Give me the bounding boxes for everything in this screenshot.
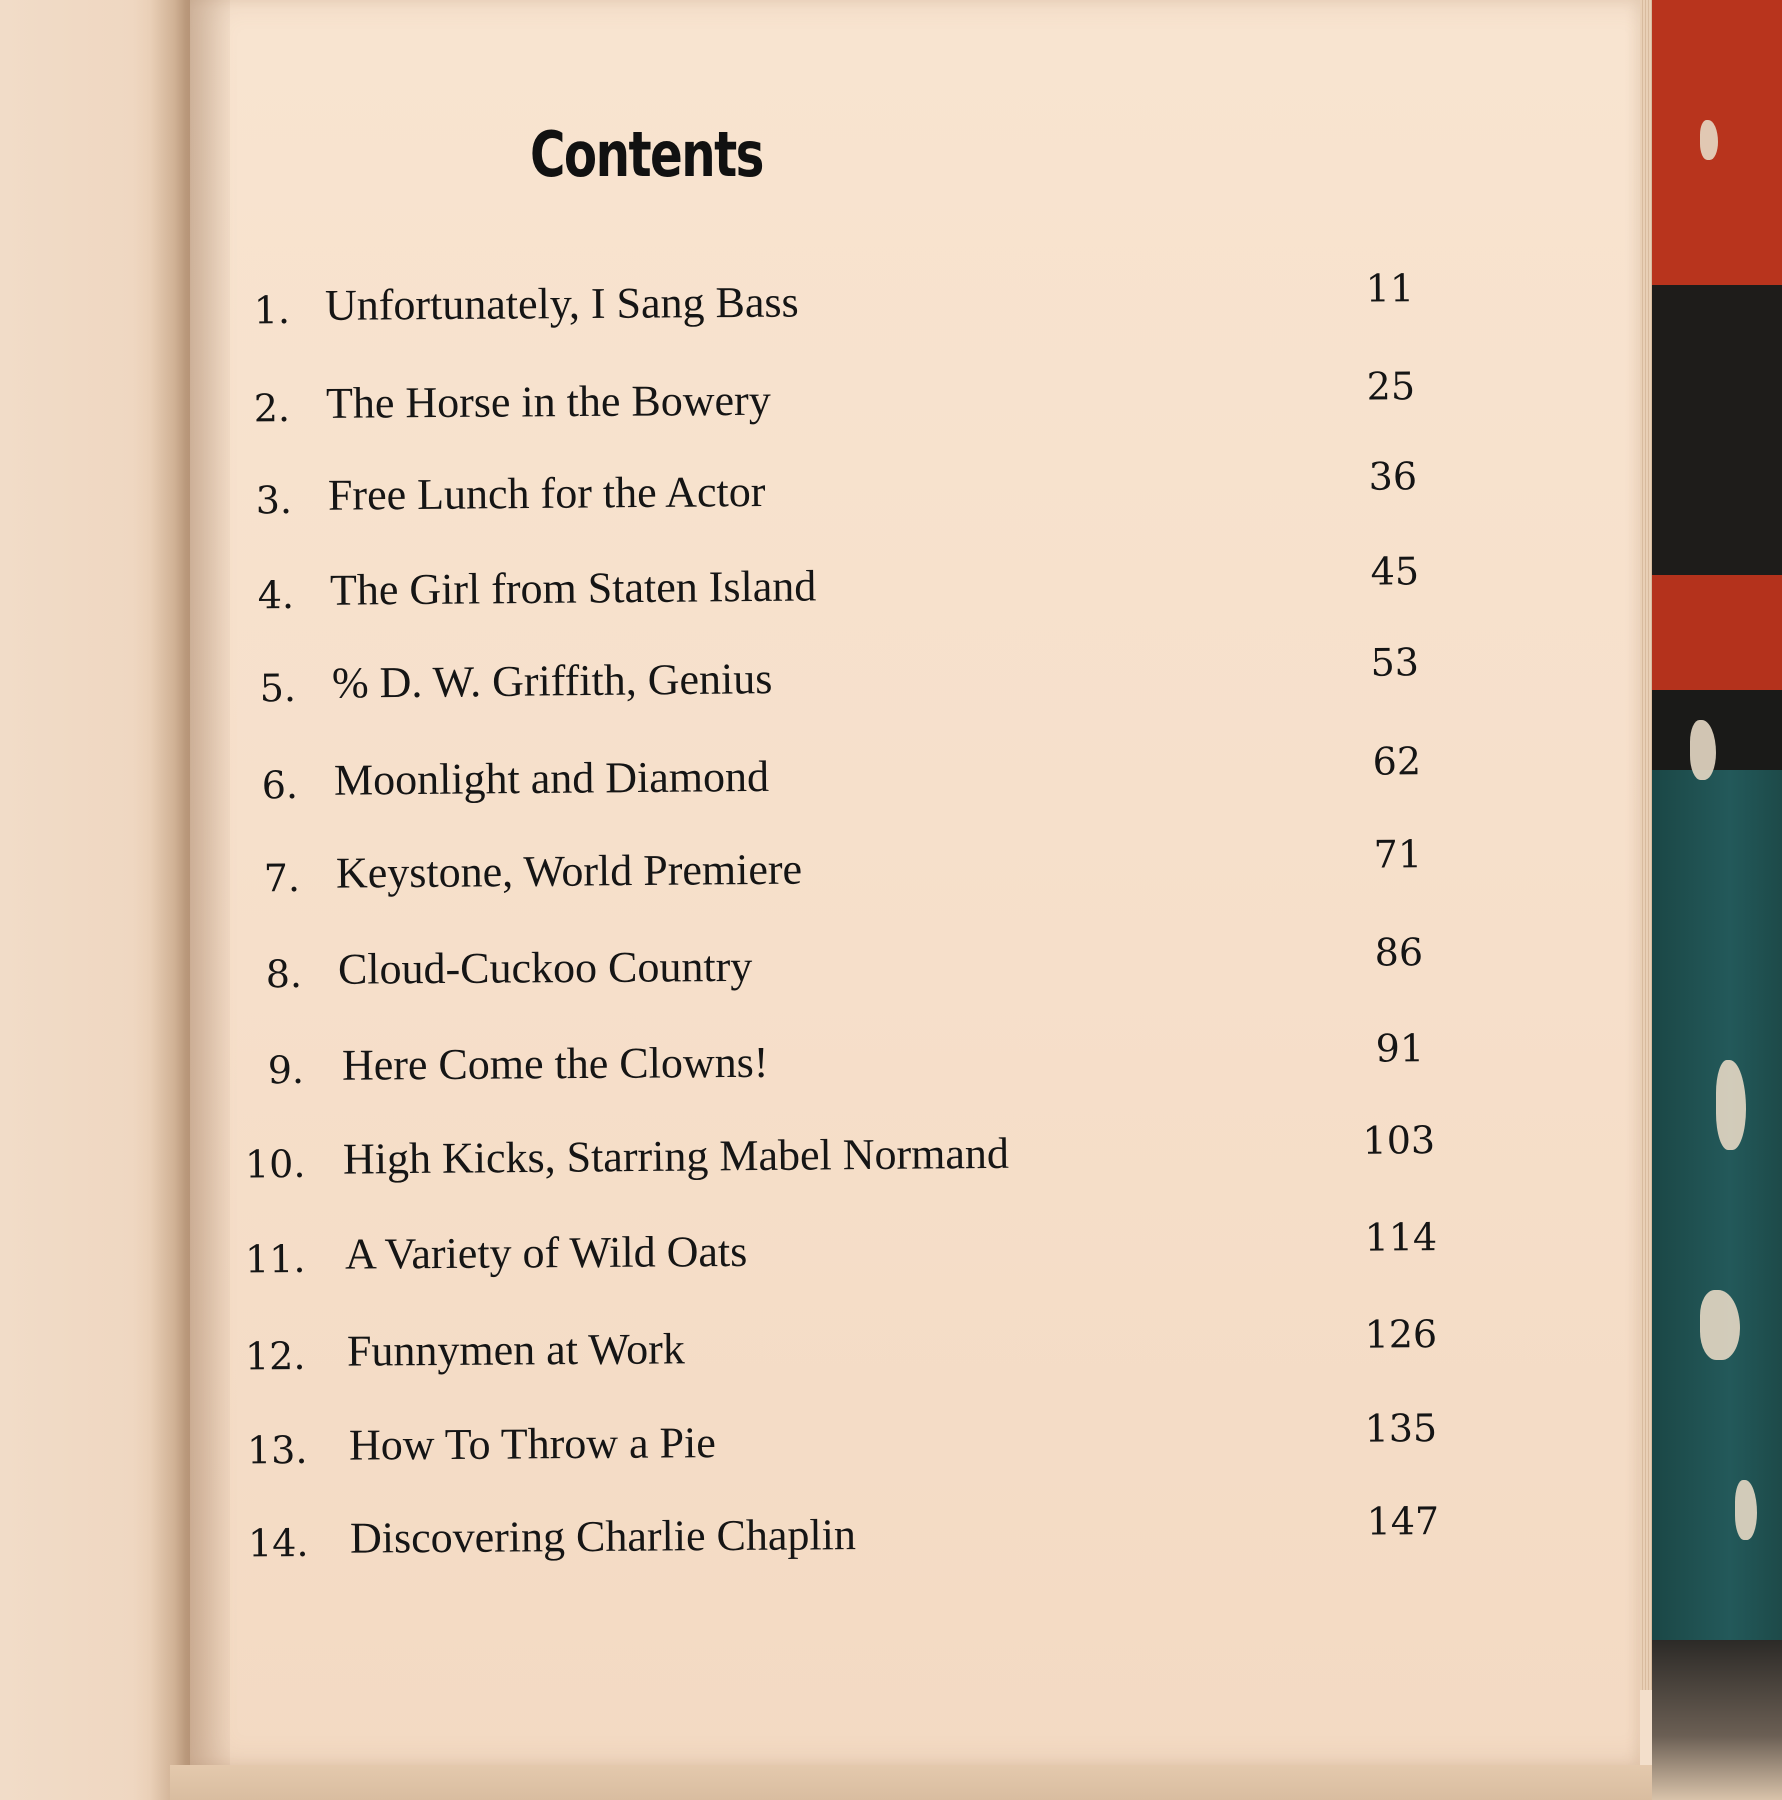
chapter-number: 12. (244, 1333, 306, 1379)
chapter-number: 11. (244, 1236, 306, 1282)
chapter-page-number: 53 (1370, 640, 1420, 685)
chapter-page-number: 71 (1373, 832, 1423, 877)
chapter-title: % D. W. Griffith, Genius (331, 654, 773, 708)
toc-entry (0, 1026, 1782, 1112)
chapter-number: 4. (257, 573, 295, 618)
chapter-page-number: 36 (1368, 454, 1418, 499)
page-title: Contents (530, 118, 763, 191)
chapter-page-number: 86 (1374, 930, 1424, 975)
chapter-number: 5. (259, 666, 297, 711)
chapter-page-number: 91 (1375, 1026, 1425, 1071)
chapter-title: Keystone, World Premiere (335, 844, 803, 898)
toc-entry (0, 266, 1782, 352)
chapter-page-number: 62 (1372, 739, 1422, 784)
chapter-number: 9. (267, 1047, 305, 1093)
chapter-page-number: 11 (1365, 266, 1415, 311)
chapter-page-number: 147 (1366, 1499, 1440, 1544)
toc-entry (0, 364, 1782, 450)
chapter-title: Funnymen at Work (346, 1324, 685, 1376)
chapter-number: 2. (253, 386, 291, 431)
chapter-title: Discovering Charlie Chaplin (349, 1510, 857, 1563)
chapter-page-number: 45 (1370, 549, 1420, 594)
chapter-number: 6. (261, 763, 299, 808)
chapter-title: Here Come the Clowns! (341, 1037, 769, 1090)
chapter-number: 13. (246, 1427, 308, 1473)
chapter-page-number: 103 (1362, 1118, 1436, 1163)
toc-entry (0, 1406, 1782, 1492)
chapter-title: The Horse in the Bowery (325, 375, 771, 428)
toc-entry (0, 1215, 1782, 1301)
toc-entry (0, 1499, 1782, 1585)
chapter-title: Unfortunately, I Sang Bass (324, 277, 799, 330)
chapter-number: 8. (265, 951, 303, 997)
chapter-page-number: 135 (1364, 1406, 1438, 1451)
cover-corner (1652, 1640, 1782, 1800)
chapter-title: How To Throw a Pie (348, 1418, 716, 1470)
chapter-number: 1. (253, 288, 291, 333)
chapter-number: 14. (247, 1520, 309, 1566)
chapter-title: Free Lunch for the Actor (327, 466, 766, 520)
chapter-number: 7. (263, 856, 301, 901)
toc-entry (0, 930, 1782, 1016)
cover-wear-mark (1700, 120, 1718, 160)
chapter-number: 10. (244, 1141, 306, 1187)
chapter-title: Cloud-Cuckoo Country (337, 941, 753, 994)
chapter-title: A Variety of Wild Oats (344, 1226, 748, 1279)
chapter-title: High Kicks, Starring Mabel Normand (342, 1128, 1010, 1184)
page-bottom-edge (170, 1765, 1660, 1800)
chapter-page-number: 114 (1364, 1215, 1438, 1260)
chapter-title: Moonlight and Diamond (333, 751, 770, 805)
chapter-page-number: 25 (1366, 364, 1416, 409)
chapter-page-number: 126 (1364, 1312, 1438, 1357)
toc-entry (0, 1312, 1782, 1398)
chapter-number: 3. (255, 478, 293, 523)
chapter-title: The Girl from Staten Island (329, 561, 817, 615)
